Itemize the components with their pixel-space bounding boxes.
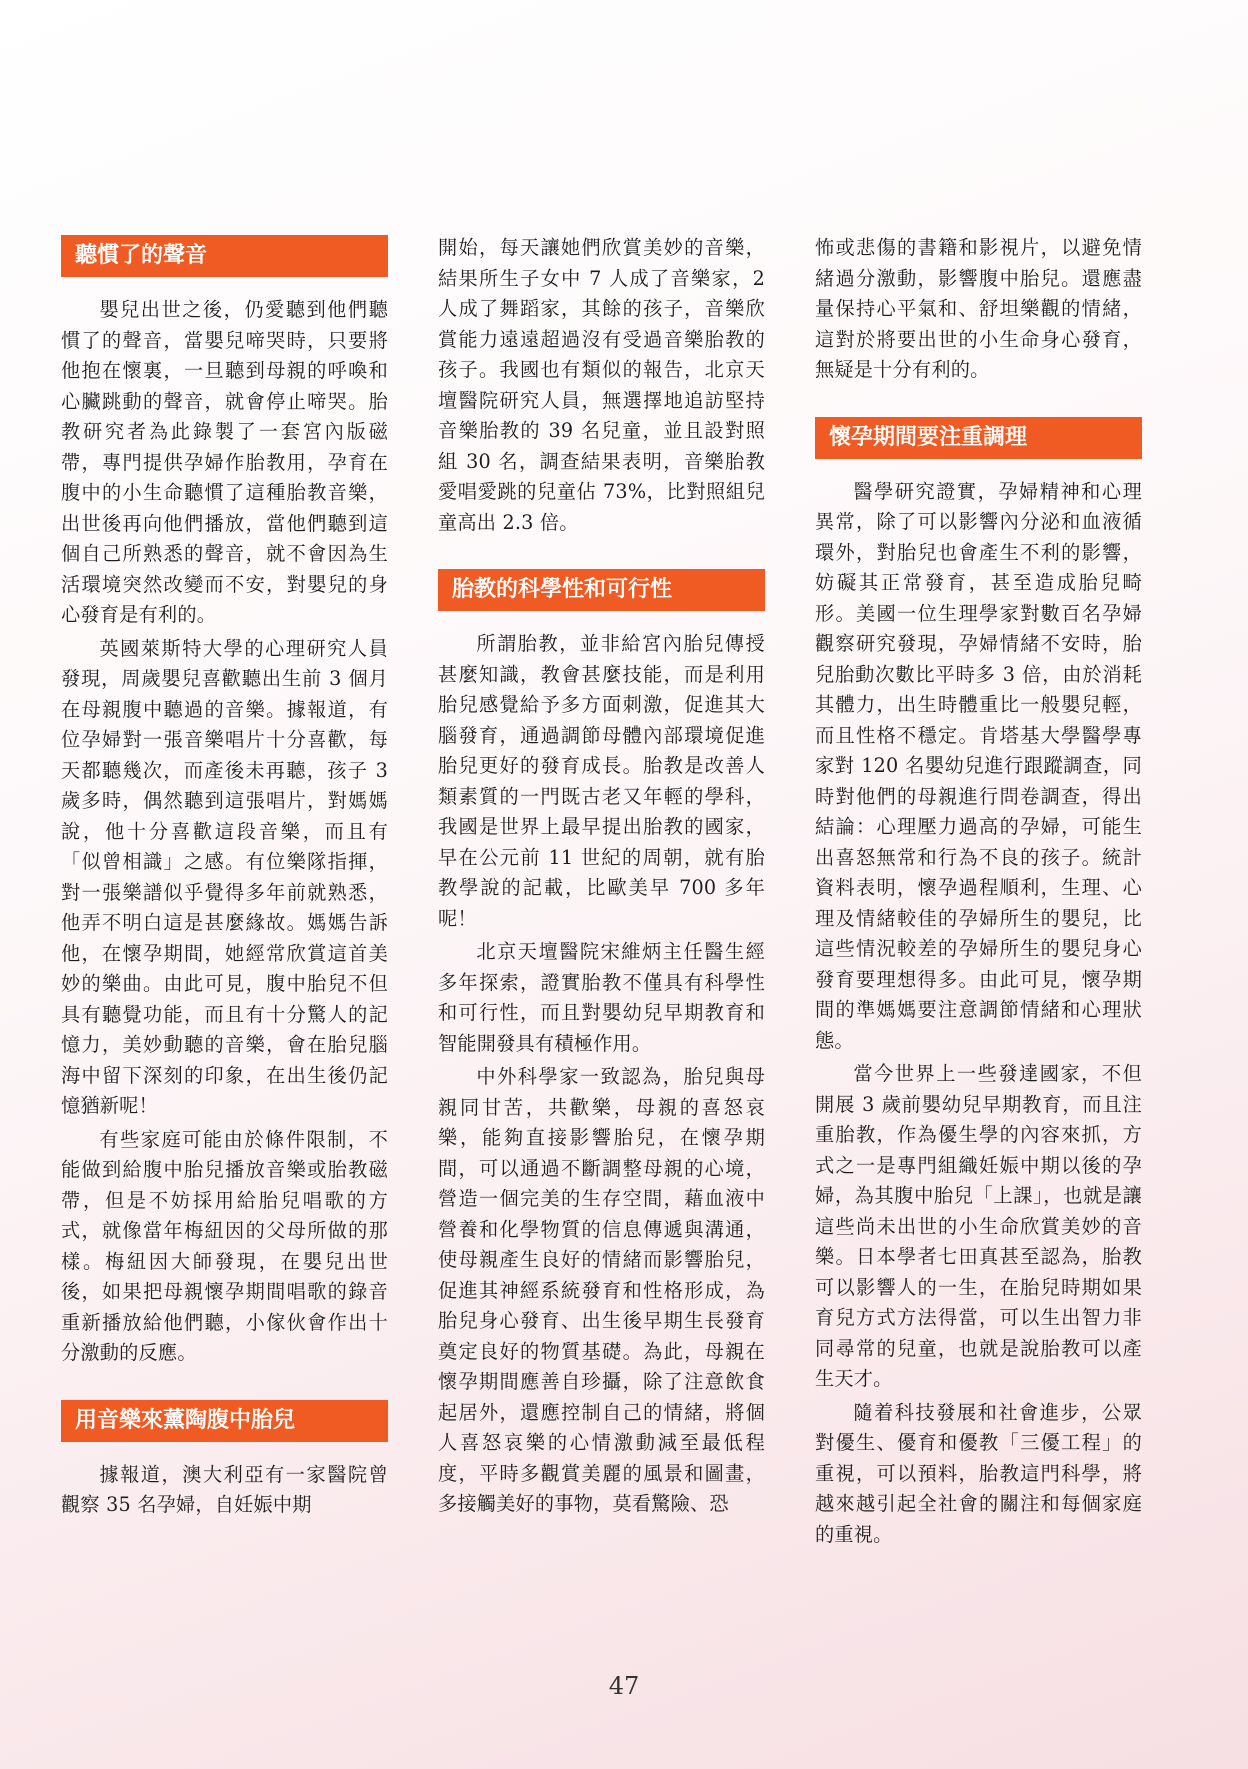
paragraph: 當今世界上一些發達國家，不但開展 3 歲前嬰幼兒早期教育，而且注重胎教，作為優生學的內容來抓，方式之一是專門組織妊娠中期以後的孕婦，為其腹中胎兒「上課」，也就是讓這些尚未出世的小生命欣賞美妙的音樂。日本學者七田真甚至認為，胎教可以影響人的一生，在胎兒時期如果育兒方式方法得當，可以生出智力非同尋常的兒童，也就是說胎教可以產生天才。 [815,1062,1142,1390]
section-heading-pregnancy-care: 懷孕期間要注重調理 [815,417,1142,459]
paragraph: 嬰兒出世之後，仍愛聽到他們聽慣了的聲音，當嬰兒啼哭時，只要將他抱在懷裏，一旦聽到母親的呼喚和心臟跳動的聲音，就會停止啼哭。胎教研究者為此錄製了一套宮內版磁帶，專門提供孕婦作胎教用，孕育在腹中的小生命聽慣了這種胎教音樂，出世後再向他們播放，當他們聽到這個自己所熟悉的聲音，就不會因為生活環境突然改變而不安，對嬰兒的身心發育是有利的。 [61,298,388,626]
paragraph: 英國萊斯特大學的心理研究人員發現，周歲嬰兒喜歡聽出生前 3 個月在母親腹中聽過的音樂。據報道，有位孕婦對一張音樂唱片十分喜歡，每天都聽幾次，而產後未再聽，孩子 3 歲多時，偶然聽到這張唱片，對媽媽說，他十分喜歡這段音樂，而且有「似曾相識」之感。有位樂隊指揮，對一張樂譜似乎覺得多年前就熟悉，他弄不明白這是甚麼緣故。媽媽告訴他，在懷孕期間，她經常欣賞這首美妙的樂曲。由此可見，腹中胎兒不但具有聽覺功能，而且有十分驚人的記憶力，美妙動聽的音樂，會在胎兒腦海中留下深刻的印象，在出生後仍記憶猶新呢！ [61,636,388,1117]
paragraph: 所謂胎教，並非給宮內胎兒傳授甚麼知識，教會甚麼技能，而是利用胎兒感覺給予多方面刺激，促進其大腦發育，通過調節母體內部環境促進胎兒更好的發育成長。胎教是改善人類素質的一門既古老又年輕的學科，我國是世界上最早提出胎教的國家，早在公元前 11 世紀的周朝，就有胎教學說的記載，比歐美早 700 多年呢！ [438,632,765,930]
section-spacer [438,541,765,569]
article-column-2 [438,235,765,1523]
article-column-3 [815,235,1142,1553]
section-heading-scientific-feasibility: 胎教的科學性和可行性 [438,569,765,611]
section-spacer [815,389,1142,417]
paragraph: 北京天壇醫院宋維炳主任醫生經多年探索，證實胎教不僅具有科學性和可行性，而且對嬰幼兒早期教育和智能開發具有積極作用。 [438,940,765,1055]
page-number: 47 [608,1672,640,1700]
paragraph: 中外科學家一致認為，胎兒與母親同甘苦，共歡樂，母親的喜怒哀樂，能夠直接影響胎兒，在懷孕期間，可以通過不斷調整母親的心境，營造一個完美的生存空間，藉血液中營養和化學物質的信息傳遞與溝通，使母親產生良好的情緒而影響胎兒，促進其神經系統發育和性格形成，為胎兒身心發育、出生後早期生長發育奠定良好的物質基礎。為此，母親在懷孕期間應善自珍攝，除了注意飲食起居外，還應控制自己的情緒，將個人喜怒哀樂的心情激動減至最低程度，平時多觀賞美麗的風景和圖畫，多接觸美好的事物，莫看驚險、恐 [438,1065,765,1515]
section-heading-music-nurture: 用音樂來薰陶腹中胎兒 [61,1400,388,1442]
paragraph: 隨着科技發展和社會進步，公眾對優生、優育和優教「三優工程」的重視，可以預料，胎教這門科學，將越來越引起全社會的關注和每個家庭的重視。 [815,1400,1142,1546]
paragraph: 有些家庭可能由於條件限制，不能做到給腹中胎兒播放音樂或胎教磁帶，但是不妨採用給胎兒唱歌的方式，就像當年梅紐因的父母所做的那樣。梅紐因大師發現，在嬰兒出世後，如果把母親懷孕期間唱歌的錄音重新播放給他們聽，小傢伙會作出十分激動的反應。 [61,1127,388,1364]
section-spacer [61,1372,388,1400]
paragraph: 醫學研究證實，孕婦精神和心理異常，除了可以影響內分泌和血液循環外，對胎兒也會產生不利的影響，妨礙其正常發育，甚至造成胎兒畸形。美國一位生理學家對數百名孕婦觀察研究發現，孕婦情緒不安時，胎兒胎動次數比平時多 3 倍，由於消耗其體力，出生時體重比一般嬰兒輕，而且性格不穩定。肯塔基大學醫學專家對 120 名嬰幼兒進行跟蹤調查，同時對他們的母親進行問卷調查，得出結論：心理壓力過高的孕婦，可能生出喜怒無常和行為不良的孩子。統計資料表明，懷孕過程順利，生理、心理及情緒較佳的孕婦所生的嬰兒，比這些情況較差的孕婦所生的嬰兒身心發育要理想得多。由此可見，懷孕期間的準媽媽要注意調節情緒和心理狀態。 [815,479,1142,1052]
article-column-1 [61,235,388,1524]
paragraph: 據報道，澳大利亞有一家醫院曾觀察 35 名孕婦，自妊娠中期 [61,1462,388,1516]
paragraph-continued: 怖或悲傷的書籍和影視片，以避免情緒過分激動，影響腹中胎兒。還應盡量保持心平氣和、舒坦樂觀的情緒，這對於將要出世的小生命身心發育，無疑是十分有利的。 [815,236,1142,381]
section-heading-familiar-sounds: 聽慣了的聲音 [61,235,388,277]
paragraph-continued: 開始，每天讓她們欣賞美妙的音樂，結果所生子女中 7 人成了音樂家，2 人成了舞蹈家，其餘的孩子，音樂欣賞能力遠遠超過沒有受過音樂胎教的孩子。我國也有類似的報告，北京天壇醫院研究人員，無選擇地追訪堅持音樂胎教的 39 名兒童，並且設對照組 30 名，調查結果表明，音樂胎教愛唱愛跳的兒童佔 73%，比對照組兒童高出 2.3 倍。 [438,236,765,534]
